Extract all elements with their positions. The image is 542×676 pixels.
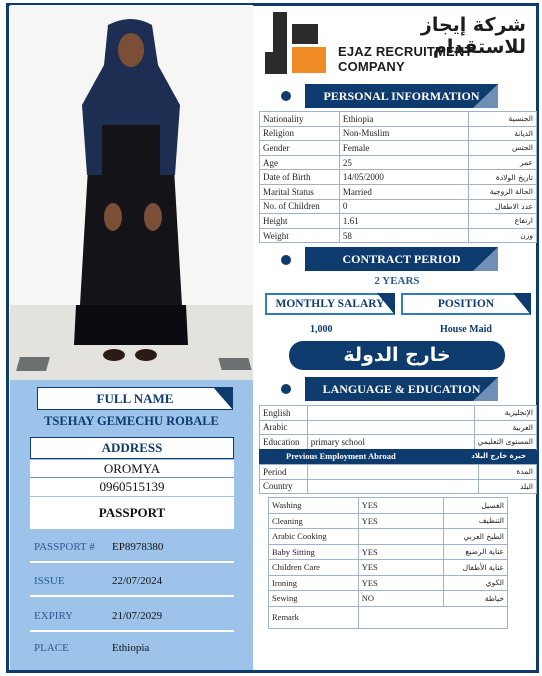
row-label: Washing (269, 498, 359, 514)
personal-info-row (260, 199, 537, 214)
personal-info-row (260, 170, 537, 185)
language-row (260, 435, 537, 450)
row-label: Religion (260, 126, 340, 141)
section-bullet (281, 91, 291, 101)
row-label: Age (260, 155, 340, 170)
remark-value (358, 606, 507, 628)
monthly-salary-value: 1,000 (310, 324, 333, 335)
previous-employment-row (260, 479, 537, 494)
row-value: 1.61 (339, 214, 468, 229)
row-value (358, 529, 443, 545)
row-label-arabic: الغسيل (444, 498, 508, 514)
row-label: Baby Sitting (269, 544, 359, 560)
passport-place-value: Ethiopia (112, 642, 150, 654)
full-name-label: FULL NAME (37, 387, 233, 410)
skill-row (269, 544, 508, 560)
skill-row (269, 529, 508, 545)
row-label-arabic: الجنس (469, 141, 537, 156)
row-label-arabic: البلد (479, 479, 537, 494)
row-label-arabic: ارتفاع (469, 214, 537, 229)
row-label-arabic: الطبخ العربي (444, 529, 508, 545)
row-value: YES (358, 575, 443, 591)
row-label-arabic: تاريخ الولادة (469, 170, 537, 185)
passport-issue-row (30, 565, 234, 597)
row-value: 14/05/2000 (339, 170, 468, 185)
row-label: Education (260, 435, 308, 450)
row-value: YES (358, 498, 443, 514)
personal-info-row (260, 214, 537, 229)
row-value: primary school (307, 435, 474, 450)
row-label: Period (260, 465, 308, 480)
personal-info-row (260, 141, 537, 156)
row-label: No. of Children (260, 199, 340, 214)
row-label-arabic: الديانة (469, 126, 537, 141)
header-wedge (473, 377, 498, 401)
row-value: Female (339, 141, 468, 156)
header-wedge (473, 247, 498, 271)
personal-info-row (260, 228, 537, 243)
passport-number-value: EP8978380 (112, 541, 164, 553)
row-label: Children Care (269, 560, 359, 576)
passport-number-row (30, 531, 234, 563)
address-region: OROMYA (30, 460, 234, 478)
section-bullet (281, 255, 291, 265)
section-bullet (281, 384, 291, 394)
remark-label: Remark (269, 606, 359, 628)
position-value: House Maid (440, 324, 492, 335)
row-value: YES (358, 560, 443, 576)
row-label: Date of Birth (260, 170, 340, 185)
row-value: YES (358, 513, 443, 529)
passport-expiry-label: EXPIRY (34, 610, 74, 622)
row-value: NO (358, 591, 443, 607)
language-row (260, 420, 537, 435)
passport-number-label: PASSPORT # (34, 541, 95, 553)
row-label-arabic: العربية (474, 420, 536, 435)
skill-row (269, 513, 508, 529)
work-location-badge: خارج الدولة (289, 341, 505, 370)
row-label-arabic: الحالة الزوجية (469, 184, 537, 199)
position-label: POSITION (401, 293, 531, 315)
personal-info-header: PERSONAL INFORMATION (305, 84, 498, 108)
skill-row (269, 575, 508, 591)
personal-info-row (260, 112, 537, 127)
company-name-arabic: شركة إيجاز للاستقدام (420, 14, 526, 58)
row-label-arabic: عمر (469, 155, 537, 170)
row-label: Height (260, 214, 340, 229)
contract-period-value: 2 YEARS (374, 275, 420, 287)
candidate-photo (10, 5, 253, 380)
row-value (307, 465, 478, 480)
address-label: ADDRESS (30, 437, 234, 459)
company-name-english: EJAZ RECRUITMENT COMPANY (338, 44, 473, 74)
row-label-arabic: خياطة (444, 591, 508, 607)
row-value (307, 406, 474, 421)
row-value: 25 (339, 155, 468, 170)
personal-info-table (259, 111, 537, 243)
row-value: Non-Muslim (339, 126, 468, 141)
personal-info-row (260, 155, 537, 170)
monthly-salary-label: MONTHLY SALARY (265, 293, 395, 315)
passport-issue-value: 22/07/2024 (112, 575, 163, 587)
row-label-arabic: الجنسية (469, 112, 537, 127)
row-label-arabic: وزن (469, 228, 537, 243)
row-value: Ethiopia (339, 112, 468, 127)
full-name-value: TSEHAY GEMECHU ROBALE (44, 414, 219, 428)
personal-info-row (260, 126, 537, 141)
previous-employment-row (260, 465, 537, 480)
language-row (260, 406, 537, 421)
skill-row (269, 498, 508, 514)
row-label: Nationality (260, 112, 340, 127)
row-label: Marital Status (260, 184, 340, 199)
row-label: Country (260, 479, 308, 494)
row-value: 0 (339, 199, 468, 214)
row-label: Sewing (269, 591, 359, 607)
header-wedge (473, 84, 498, 108)
address-phone: 0960515139 (30, 478, 234, 496)
previous-employment-header: Previous Employment Abroad خبرة خارج البلاد (259, 449, 536, 464)
contract-period-header: CONTRACT PERIOD (305, 247, 498, 271)
previous-employment-table (259, 464, 537, 494)
row-label-arabic: المستوى التعليمي (474, 435, 536, 450)
row-value: 58 (339, 228, 468, 243)
row-label-arabic: عناية الرضيع (444, 544, 508, 560)
passport-place-label: PLACE (34, 642, 69, 654)
row-value: YES (358, 544, 443, 560)
row-label-arabic: المدة (479, 465, 537, 480)
row-label-arabic: التنظيف (444, 513, 508, 529)
row-label: Weight (260, 228, 340, 243)
passport-expiry-row (30, 600, 234, 632)
row-label-arabic: عناية الأطفال (444, 560, 508, 576)
row-label: Gender (260, 141, 340, 156)
remark-row (269, 606, 508, 628)
skills-table (268, 497, 508, 629)
row-label: English (260, 406, 308, 421)
passport-place-row (30, 632, 234, 664)
passport-expiry-value: 21/07/2029 (112, 610, 163, 622)
row-value (307, 420, 474, 435)
row-label-arabic: الكوي (444, 575, 508, 591)
company-logo-icon (265, 12, 329, 74)
language-education-table (259, 405, 537, 450)
skill-row (269, 560, 508, 576)
row-label: Ironing (269, 575, 359, 591)
skill-row (269, 591, 508, 607)
passport-header: PASSPORT (30, 497, 234, 529)
row-label: Arabic (260, 420, 308, 435)
row-label: Cleaning (269, 513, 359, 529)
row-value (307, 479, 478, 494)
language-education-header: LANGUAGE & EDUCATION (305, 377, 498, 401)
personal-info-row (260, 184, 537, 199)
passport-issue-label: ISSUE (34, 575, 65, 587)
row-label-arabic: عدد الاطفال (469, 199, 537, 214)
row-label-arabic: الإنجليزية (474, 406, 536, 421)
row-label: Arabic Cooking (269, 529, 359, 545)
row-value: Married (339, 184, 468, 199)
